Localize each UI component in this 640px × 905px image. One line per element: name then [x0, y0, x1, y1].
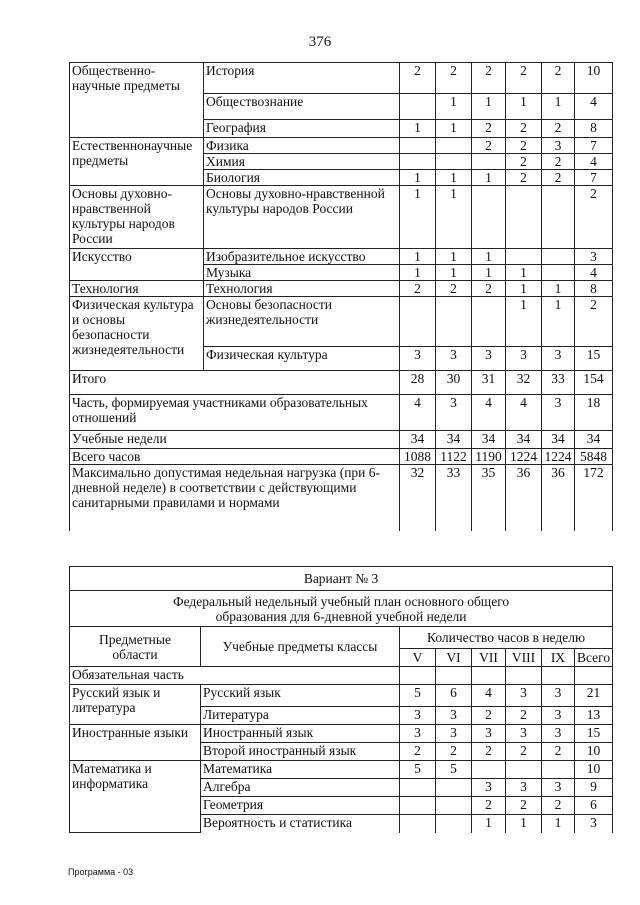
hours-cell: 5	[436, 761, 472, 779]
hours-cell	[400, 138, 436, 154]
hours-cell	[542, 249, 575, 265]
hours-cell: 1	[400, 249, 436, 265]
summary-value: 1224	[506, 449, 542, 465]
summary-value: 36	[542, 465, 575, 531]
summary-row	[70, 465, 613, 531]
summary-value: 18	[575, 395, 613, 431]
summary-value: 4	[506, 395, 542, 431]
summary-value: 32	[400, 465, 436, 531]
header-subjects-classes: Учебные предметы классы	[201, 627, 400, 667]
hours-cell	[400, 154, 436, 170]
subject-cell: Основы духовно-нравственной культуры народов России	[204, 186, 400, 249]
hours-cell	[436, 779, 472, 797]
hours-cell: 1	[542, 281, 575, 297]
hours-cell: 1	[400, 120, 436, 138]
hours-cell: 3	[542, 685, 575, 707]
hours-cell: 5	[400, 761, 436, 779]
subject-area-cell: Искусство	[70, 249, 204, 281]
table-row	[70, 297, 613, 347]
hours-cell: 4	[472, 685, 506, 707]
grade-header: VI	[436, 649, 472, 667]
hours-cell: 2	[542, 120, 575, 138]
hours-cell: 1	[472, 815, 506, 833]
table-row	[70, 725, 613, 743]
subject-cell: Иностранный язык	[201, 725, 400, 743]
table-row	[70, 685, 613, 707]
hours-cell: 4	[575, 154, 613, 170]
hours-cell: 2	[575, 297, 613, 347]
summary-row	[70, 395, 613, 431]
page-number: 376	[308, 34, 332, 50]
hours-cell: 3	[506, 779, 542, 797]
hours-cell	[436, 297, 472, 347]
plan-title: Федеральный недельный учебный план основного общего образования для 6-дневной учебной недели	[70, 591, 613, 627]
summary-value: 34	[575, 431, 613, 449]
hours-cell: 1	[400, 170, 436, 186]
grade-header: VIII	[506, 649, 542, 667]
hours-cell: 2	[542, 743, 575, 761]
hours-cell: 6	[575, 797, 613, 815]
table-row	[70, 63, 613, 94]
curriculum-table-continued	[69, 62, 613, 531]
summary-value: 32	[506, 371, 542, 395]
subject-cell: Алгебра	[201, 779, 400, 797]
hours-cell: 6	[436, 685, 472, 707]
hours-cell	[400, 297, 436, 347]
summary-value: 34	[506, 431, 542, 449]
grade-header: Всего	[575, 649, 613, 667]
summary-value: 35	[472, 465, 506, 531]
hours-cell: 2	[542, 170, 575, 186]
hours-cell: 4	[575, 94, 613, 120]
hours-cell	[472, 297, 506, 347]
hours-cell: 2	[506, 63, 542, 94]
hours-cell: 2	[400, 743, 436, 761]
hours-cell: 1	[436, 265, 472, 281]
hours-cell	[472, 154, 506, 170]
header-hours-per-week: Количество часов в неделю	[400, 627, 613, 649]
hours-cell: 2	[542, 154, 575, 170]
subject-area-cell: Технология	[70, 281, 204, 297]
hours-cell	[506, 186, 542, 249]
hours-cell: 3	[575, 249, 613, 265]
hours-cell: 7	[575, 170, 613, 186]
hours-cell: 1	[506, 297, 542, 347]
summary-label: Часть, формируемая участниками образовательных отношений	[70, 395, 400, 431]
hours-cell: 1	[436, 120, 472, 138]
hours-cell	[400, 797, 436, 815]
hours-cell: 1	[472, 170, 506, 186]
subject-cell: Физика	[204, 138, 400, 154]
hours-cell: 2	[472, 63, 506, 94]
grade-header: VII	[472, 649, 506, 667]
hours-cell	[506, 761, 542, 779]
hours-cell: 2	[506, 743, 542, 761]
summary-row	[70, 431, 613, 449]
hours-cell	[506, 249, 542, 265]
hours-cell: 2	[542, 63, 575, 94]
mandatory-part-label: Обязательная часть	[70, 667, 400, 685]
hours-cell: 3	[506, 725, 542, 743]
summary-value: 34	[400, 431, 436, 449]
hours-cell: 21	[575, 685, 613, 707]
hours-cell: 1	[400, 186, 436, 249]
hours-cell: 8	[575, 281, 613, 297]
hours-cell: 1	[472, 249, 506, 265]
table-row	[70, 186, 613, 249]
hours-cell	[542, 186, 575, 249]
hours-cell: 2	[472, 707, 506, 725]
hours-cell: 2	[472, 281, 506, 297]
summary-value: 33	[542, 371, 575, 395]
summary-label: Максимально допустимая недельная нагрузка (при 6-дневной неделе) в соответствии с действующими санитарными правилами и нормами	[70, 465, 400, 531]
subject-cell: Русский язык	[201, 685, 400, 707]
hours-cell: 1	[506, 94, 542, 120]
hours-cell	[400, 94, 436, 120]
hours-cell: 1	[436, 170, 472, 186]
hours-cell: 3	[472, 347, 506, 371]
variant-title: Вариант № 3	[70, 567, 613, 591]
summary-row	[70, 449, 613, 465]
subject-cell: Обществознание	[204, 94, 400, 120]
subject-cell: Литература	[201, 707, 400, 725]
summary-value: 5848	[575, 449, 613, 465]
hours-cell: 2	[542, 797, 575, 815]
subject-cell: Музыка	[204, 265, 400, 281]
subject-cell: История	[204, 63, 400, 94]
subject-cell: Изобразительное искусство	[204, 249, 400, 265]
hours-cell: 3	[400, 347, 436, 371]
subject-area-cell: Общественно-научные предметы	[70, 63, 204, 138]
hours-cell: 13	[575, 707, 613, 725]
table-row	[70, 761, 613, 779]
hours-cell: 2	[436, 743, 472, 761]
hours-cell: 3	[472, 779, 506, 797]
hours-cell: 8	[575, 120, 613, 138]
hours-cell: 2	[506, 797, 542, 815]
subject-area-cell: Математика и информатика	[70, 761, 201, 833]
hours-cell: 2	[400, 281, 436, 297]
grade-header: V	[400, 649, 436, 667]
hours-cell: 3	[400, 707, 436, 725]
hours-cell: 2	[436, 63, 472, 94]
summary-value: 4	[472, 395, 506, 431]
hours-cell: 10	[575, 743, 613, 761]
hours-cell	[542, 761, 575, 779]
hours-cell: 1	[472, 94, 506, 120]
hours-cell	[436, 815, 472, 833]
summary-value: 28	[400, 371, 436, 395]
hours-cell: 2	[506, 170, 542, 186]
subject-cell: Биология	[204, 170, 400, 186]
subject-cell: Второй иностранный язык	[201, 743, 400, 761]
summary-value: 33	[436, 465, 472, 531]
summary-value: 34	[542, 431, 575, 449]
hours-cell: 3	[436, 725, 472, 743]
hours-cell: 9	[575, 779, 613, 797]
hours-cell	[436, 797, 472, 815]
hours-cell: 4	[575, 265, 613, 281]
hours-cell: 10	[575, 761, 613, 779]
subject-cell: Химия	[204, 154, 400, 170]
hours-cell	[542, 265, 575, 281]
hours-cell: 3	[542, 138, 575, 154]
hours-cell: 15	[575, 347, 613, 371]
summary-value: 154	[575, 371, 613, 395]
hours-cell: 2	[575, 186, 613, 249]
hours-cell: 3	[472, 725, 506, 743]
hours-cell: 2	[506, 138, 542, 154]
hours-cell: 2	[472, 743, 506, 761]
hours-cell: 1	[436, 249, 472, 265]
hours-cell: 15	[575, 725, 613, 743]
hours-cell: 3	[542, 707, 575, 725]
hours-cell: 7	[575, 138, 613, 154]
hours-cell: 2	[472, 138, 506, 154]
summary-value: 30	[436, 371, 472, 395]
hours-cell: 5	[400, 685, 436, 707]
summary-value: 34	[436, 431, 472, 449]
hours-cell: 1	[436, 94, 472, 120]
hours-cell: 3	[506, 347, 542, 371]
hours-cell: 3	[400, 725, 436, 743]
header-subject-areas: Предметные области	[70, 627, 201, 667]
subject-area-cell: Физическая культура и основы безопасности жизнедеятельности	[70, 297, 204, 371]
subject-cell: География	[204, 120, 400, 138]
subject-cell: Физическая культура	[204, 347, 400, 371]
hours-cell: 1	[472, 265, 506, 281]
summary-value: 31	[472, 371, 506, 395]
summary-value: 1122	[436, 449, 472, 465]
hours-cell	[436, 154, 472, 170]
hours-cell	[400, 779, 436, 797]
hours-cell: 1	[506, 815, 542, 833]
summary-value: 34	[472, 431, 506, 449]
subject-area-cell: Естественнонаучные предметы	[70, 138, 204, 186]
summary-value: 4	[400, 395, 436, 431]
table-row	[70, 249, 613, 265]
summary-row	[70, 371, 613, 395]
curriculum-table-variant-3	[69, 566, 613, 833]
hours-cell: 3	[542, 347, 575, 371]
table-row	[70, 281, 613, 297]
hours-cell: 2	[506, 707, 542, 725]
hours-cell: 1	[542, 297, 575, 347]
summary-value: 3	[542, 395, 575, 431]
hours-cell	[436, 138, 472, 154]
subject-area-cell: Иностранные языки	[70, 725, 201, 761]
summary-value: 172	[575, 465, 613, 531]
hours-cell: 3	[542, 779, 575, 797]
summary-value: 1088	[400, 449, 436, 465]
hours-cell: 1	[400, 265, 436, 281]
hours-cell: 2	[400, 63, 436, 94]
grade-header: IX	[542, 649, 575, 667]
hours-cell: 3	[436, 347, 472, 371]
hours-cell: 1	[542, 815, 575, 833]
table-row	[70, 138, 613, 154]
hours-cell: 1	[436, 186, 472, 249]
summary-value: 1224	[542, 449, 575, 465]
subject-cell: Геометрия	[201, 797, 400, 815]
hours-cell: 3	[575, 815, 613, 833]
hours-cell: 1	[542, 94, 575, 120]
summary-label: Итого	[70, 371, 400, 395]
subject-area-cell: Основы духовно-нравственной культуры народов России	[70, 186, 204, 249]
summary-label: Всего часов	[70, 449, 400, 465]
footer-program-code: Программа - 03	[68, 867, 134, 877]
subject-cell: Математика	[201, 761, 400, 779]
summary-label: Учебные недели	[70, 431, 400, 449]
hours-cell	[472, 186, 506, 249]
summary-value: 1190	[472, 449, 506, 465]
hours-cell	[472, 761, 506, 779]
hours-cell: 1	[506, 281, 542, 297]
subject-cell: Технология	[204, 281, 400, 297]
hours-cell: 2	[472, 120, 506, 138]
hours-cell: 1	[506, 265, 542, 281]
hours-cell: 2	[506, 154, 542, 170]
summary-value: 36	[506, 465, 542, 531]
hours-cell: 2	[436, 281, 472, 297]
hours-cell: 10	[575, 63, 613, 94]
subject-cell: Основы безопасности жизнедеятельности	[204, 297, 400, 347]
hours-cell: 3	[436, 707, 472, 725]
hours-cell: 2	[472, 797, 506, 815]
subject-cell: Вероятность и статистика	[201, 815, 400, 833]
hours-cell: 3	[506, 685, 542, 707]
hours-cell: 2	[506, 120, 542, 138]
hours-cell: 3	[542, 725, 575, 743]
summary-value: 3	[436, 395, 472, 431]
hours-cell	[400, 815, 436, 833]
subject-area-cell: Русский язык и литература	[70, 685, 201, 725]
